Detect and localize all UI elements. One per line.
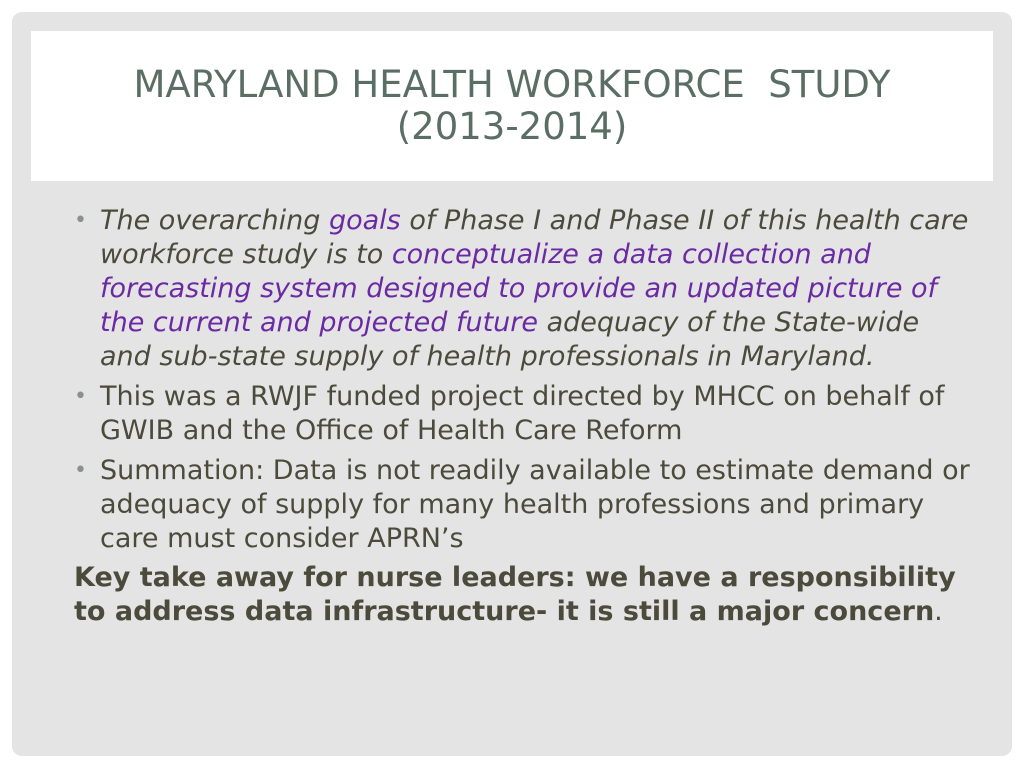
bullet-dot-icon: • (74, 384, 87, 409)
bullet-rwjf (74, 380, 974, 448)
bullet-goals (74, 204, 974, 374)
bullet-text: Summation: Data is not readily available to estimate demand or adequacy of supply for many health professions and primary care must consider APRN’s (100, 455, 970, 554)
slide (12, 12, 1012, 756)
slide-title-line-1: MARYLAND HEALTH WORKFORCE STUDY (133, 63, 891, 106)
key-takeaway-end: . (934, 596, 943, 627)
title-box (31, 31, 993, 181)
slide-body (74, 204, 974, 629)
bullet-text-segment: of Phase I and Phase II of this health care workforce study is to (100, 205, 969, 270)
bullet-text: This was a RWJF funded project directed by MHCC on behalf of GWIB and the Office of Health Care Reform (100, 381, 945, 446)
bullet-dot-icon: • (74, 208, 87, 233)
bullet-text-segment: The overarching (100, 205, 329, 236)
highlight-goals: goals (328, 205, 401, 236)
bullet-text (100, 205, 968, 372)
slide-title-line-2: (2013-2014) (396, 105, 628, 148)
key-takeaway-bold: Key take away for nurse leaders: we have a responsibility to address data infrastructure- it is still a major concern (74, 562, 956, 627)
key-takeaway (74, 561, 974, 629)
bullet-summation (74, 454, 974, 556)
bullet-text-segment: adequacy of the State-wide and sub-state supply of health professionals in Maryland. (100, 307, 920, 372)
bullet-dot-icon: • (74, 458, 87, 483)
highlight-conceptualize: conceptualize a data collection and forecasting system designed to provide an updated picture of the current and projected future (100, 239, 938, 338)
